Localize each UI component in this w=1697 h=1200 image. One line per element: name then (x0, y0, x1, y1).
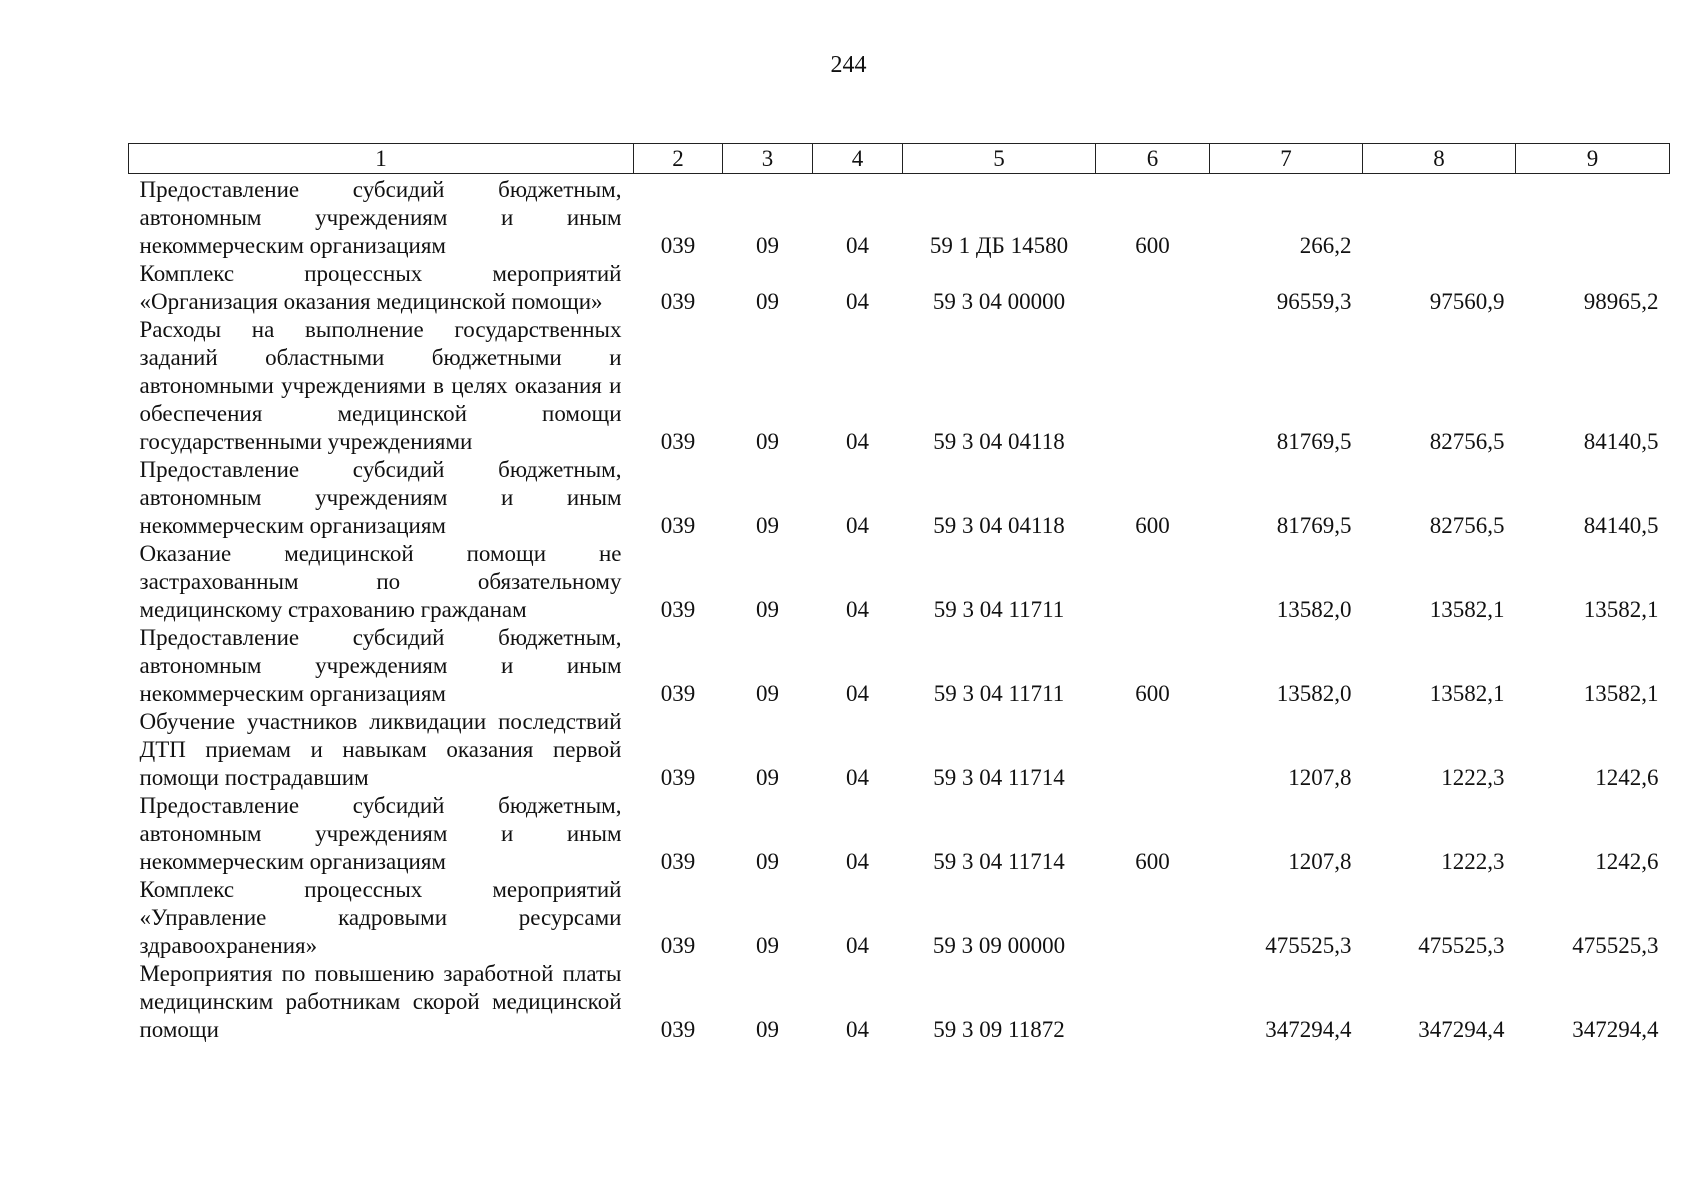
amount-col-8: 1222,3 (1441, 765, 1505, 790)
section-code: 09 (756, 933, 779, 958)
ministry-code: 039 (660, 233, 696, 258)
section-code: 09 (756, 233, 779, 258)
amount-col-9: 475525,3 (1572, 933, 1659, 958)
amount-col-9: 84140,5 (1583, 429, 1659, 454)
expense-type-code (1096, 960, 1210, 1044)
row-description: Расходы на выполнение государственных заданий областными бюджетными и автономными учреждениями в целях оказания и обеспечения медицинской помощи государственными учреждениями (139, 317, 622, 454)
column-header-3: 3 (723, 144, 813, 174)
target-article-code: 59 3 04 04118 (933, 513, 1065, 538)
subsection-code: 04 (846, 681, 869, 706)
amount-col-9: 98965,2 (1583, 289, 1659, 314)
amount-col-8: 82756,5 (1429, 429, 1505, 454)
amount-col-9: 1242,6 (1595, 765, 1659, 790)
target-article-code: 59 3 04 11714 (933, 849, 1065, 874)
row-description: Предоставление субсидий бюджетным, автономным учреждениям и иным некоммерческим организациям (139, 793, 622, 874)
table-row (129, 260, 1670, 316)
amount-col-9: 13582,1 (1583, 597, 1659, 622)
table-row (129, 624, 1670, 708)
column-number-row (129, 144, 1670, 174)
subsection-code: 04 (846, 513, 869, 538)
amount-col-7: 266,2 (1299, 233, 1352, 258)
ministry-code: 039 (660, 289, 696, 314)
budget-table (128, 143, 1670, 1044)
section-code: 09 (756, 513, 779, 538)
column-header-6: 6 (1096, 144, 1210, 174)
amount-col-7: 1207,8 (1288, 765, 1352, 790)
expense-type-code (1096, 708, 1210, 792)
amount-col-9 (1516, 174, 1670, 261)
amount-col-9: 84140,5 (1583, 513, 1659, 538)
ministry-code: 039 (660, 1017, 696, 1042)
amount-col-8 (1363, 174, 1516, 261)
amount-col-9: 347294,4 (1572, 1017, 1659, 1042)
ministry-code: 039 (660, 513, 696, 538)
subsection-code: 04 (846, 933, 869, 958)
section-code: 09 (756, 765, 779, 790)
section-code: 09 (756, 849, 779, 874)
table-row (129, 708, 1670, 792)
subsection-code: 04 (846, 289, 869, 314)
table-row (129, 960, 1670, 1044)
subsection-code: 04 (846, 849, 869, 874)
page-number: 244 (830, 52, 867, 78)
section-code: 09 (756, 597, 779, 622)
expense-type-code: 600 (1135, 513, 1170, 538)
amount-col-7: 96559,3 (1276, 289, 1352, 314)
row-description: Предоставление субсидий бюджетным, автономным учреждениям и иным некоммерческим организациям (139, 177, 622, 258)
expense-type-code (1096, 540, 1210, 624)
column-header-2: 2 (634, 144, 723, 174)
row-description: Комплекс процессных мероприятий «Организация оказания медицинской помощи» (139, 261, 622, 314)
table-row (129, 540, 1670, 624)
table-row (129, 456, 1670, 540)
ministry-code: 039 (660, 849, 696, 874)
column-header-9: 9 (1516, 144, 1670, 174)
subsection-code: 04 (846, 765, 869, 790)
table-row (129, 792, 1670, 876)
expense-type-code: 600 (1135, 681, 1170, 706)
column-header-1: 1 (129, 144, 634, 174)
expense-type-code (1096, 316, 1210, 456)
target-article-code: 59 3 04 04118 (933, 429, 1065, 454)
column-header-4: 4 (813, 144, 903, 174)
ministry-code: 039 (660, 429, 696, 454)
target-article-code: 59 3 04 11711 (933, 597, 1065, 622)
expense-type-code (1096, 260, 1210, 316)
row-description: Оказание медицинской помощи не застрахованным по обязательному медицинскому страхованию гражданам (139, 541, 622, 622)
amount-col-8: 13582,1 (1429, 597, 1505, 622)
amount-col-7: 81769,5 (1276, 429, 1352, 454)
amount-col-7: 13582,0 (1276, 681, 1352, 706)
row-description: Комплекс процессных мероприятий «Управление кадровыми ресурсами здравоохранения» (139, 877, 622, 958)
row-description: Мероприятия по повышению заработной платы медицинским работникам скорой медицинской помощи (139, 961, 622, 1042)
ministry-code: 039 (660, 681, 696, 706)
amount-col-8: 82756,5 (1429, 513, 1505, 538)
expense-type-code (1096, 876, 1210, 960)
ministry-code: 039 (660, 597, 696, 622)
amount-col-7: 13582,0 (1276, 597, 1352, 622)
target-article-code: 59 3 04 00000 (932, 289, 1066, 314)
row-description: Обучение участников ликвидации последствий ДТП приемам и навыкам оказания первой помощи пострадавшим (139, 709, 622, 790)
subsection-code: 04 (846, 1017, 869, 1042)
amount-col-8: 97560,9 (1429, 289, 1505, 314)
subsection-code: 04 (846, 233, 869, 258)
target-article-code: 59 3 04 11714 (933, 765, 1065, 790)
amount-col-8: 347294,4 (1418, 1017, 1505, 1042)
row-description: Предоставление субсидий бюджетным, автономным учреждениям и иным некоммерческим организациям (139, 457, 622, 538)
target-article-code: 59 3 04 11711 (933, 681, 1065, 706)
amount-col-8: 1222,3 (1441, 849, 1505, 874)
amount-col-8: 13582,1 (1429, 681, 1505, 706)
expense-type-code: 600 (1135, 233, 1170, 258)
subsection-code: 04 (846, 429, 869, 454)
amount-col-7: 81769,5 (1276, 513, 1352, 538)
amount-col-7: 1207,8 (1288, 849, 1352, 874)
column-header-5: 5 (903, 144, 1096, 174)
subsection-code: 04 (846, 597, 869, 622)
section-code: 09 (756, 429, 779, 454)
section-code: 09 (756, 681, 779, 706)
column-header-8: 8 (1363, 144, 1516, 174)
amount-col-8: 475525,3 (1418, 933, 1505, 958)
target-article-code: 59 1 ДБ 14580 (929, 233, 1069, 258)
table-row (129, 876, 1670, 960)
amount-col-7: 347294,4 (1265, 1017, 1352, 1042)
ministry-code: 039 (660, 933, 696, 958)
target-article-code: 59 3 09 00000 (932, 933, 1066, 958)
amount-col-7: 475525,3 (1265, 933, 1352, 958)
row-description: Предоставление субсидий бюджетным, автономным учреждениям и иным некоммерческим организациям (139, 625, 622, 706)
section-code: 09 (756, 1017, 779, 1042)
amount-col-9: 13582,1 (1583, 681, 1659, 706)
target-article-code: 59 3 09 11872 (933, 1017, 1065, 1042)
table-row (129, 316, 1670, 456)
section-code: 09 (756, 289, 779, 314)
amount-col-9: 1242,6 (1595, 849, 1659, 874)
expense-type-code: 600 (1135, 849, 1170, 874)
column-header-7: 7 (1210, 144, 1363, 174)
ministry-code: 039 (660, 765, 696, 790)
table-row (129, 174, 1670, 261)
